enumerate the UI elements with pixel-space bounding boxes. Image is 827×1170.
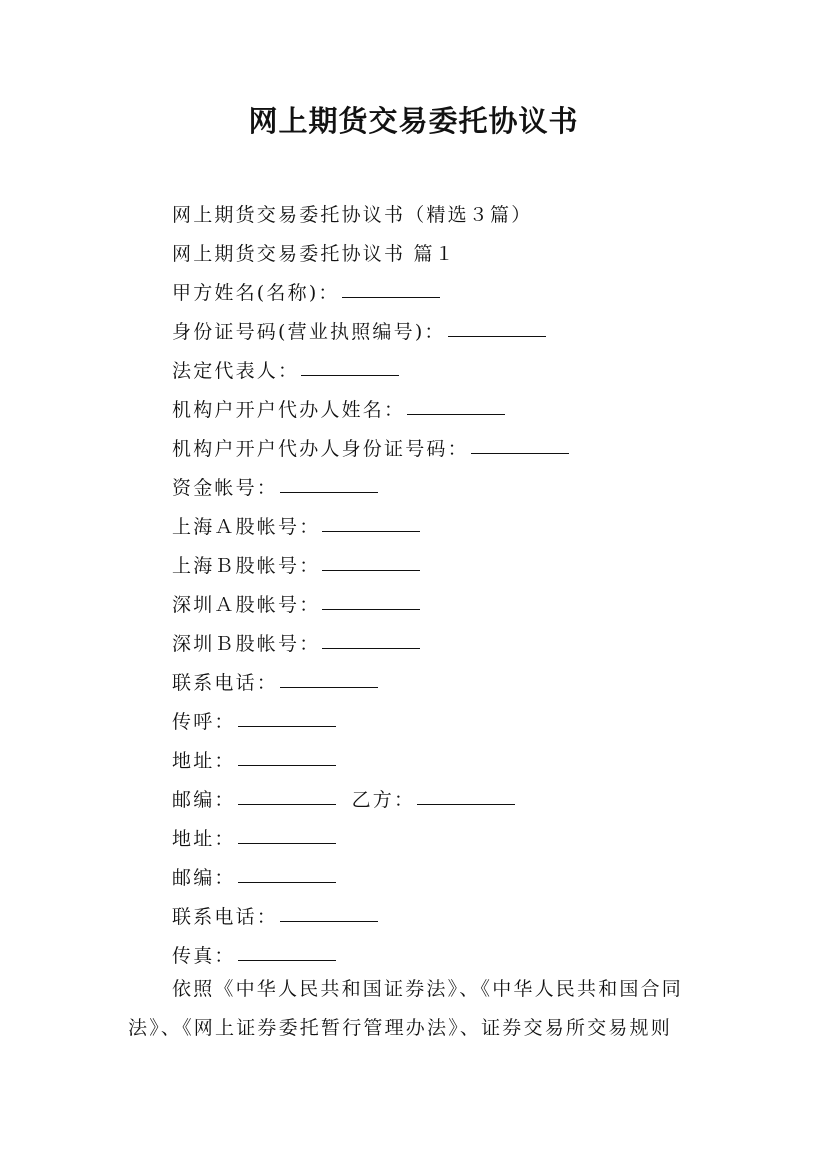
fill-blank	[301, 374, 399, 376]
fill-blank	[342, 296, 440, 298]
fill-blank	[280, 491, 378, 493]
field-label: 联系电话：	[172, 906, 279, 928]
field-label: 上海Ｂ股帐号：	[172, 555, 321, 577]
fill-blank	[280, 920, 378, 922]
fill-blank	[280, 686, 378, 688]
form-field-pager	[172, 703, 732, 742]
field-label: 法定代表人：	[172, 360, 300, 382]
fill-blank	[417, 803, 515, 805]
form-field-id-number	[172, 313, 732, 352]
field-label: 身份证号码(营业执照编号)：	[172, 321, 446, 343]
fill-blank	[238, 959, 336, 961]
form-field-party-a-name	[172, 274, 732, 313]
form-field-sh-b-account	[172, 547, 732, 586]
fill-blank	[322, 569, 420, 571]
form-field-address	[172, 742, 732, 781]
fill-blank	[238, 764, 336, 766]
form-field-agent-id	[172, 430, 732, 469]
document-subtitle: 网上期货交易委托协议书（精选３篇）	[172, 204, 533, 226]
field-label: 传呼：	[172, 711, 236, 733]
fill-blank	[322, 530, 420, 532]
field-label: 乙方：	[351, 789, 416, 811]
field-label: 传真：	[172, 945, 236, 967]
section-heading: 网上期货交易委托协议书 篇１	[172, 243, 456, 265]
paragraph-line: 依照《中华人民共和国证券法》、《中华人民共和国合同	[172, 978, 684, 1000]
form-field-agent-name	[172, 391, 732, 430]
field-label: 甲方姓名(名称)：	[172, 282, 340, 304]
field-label: 上海Ａ股帐号：	[172, 516, 321, 538]
form-field-b-phone	[172, 898, 732, 937]
field-label: 联系电话：	[172, 672, 279, 694]
form-field-sz-a-account	[172, 586, 732, 625]
fill-blank	[238, 881, 336, 883]
fill-blank	[448, 335, 546, 337]
paragraph-line: 法》、《网上证券委托暂行管理办法》、证券交易所交易规则	[128, 1017, 672, 1039]
form-field-legal-rep	[172, 352, 732, 391]
fill-blank	[238, 725, 336, 727]
fill-blank	[238, 842, 336, 844]
fill-blank	[238, 803, 336, 805]
form-field-phone	[172, 664, 732, 703]
field-label: 邮编：	[172, 789, 236, 811]
field-label: 地址：	[172, 750, 236, 772]
field-label: 深圳Ａ股帐号：	[172, 594, 321, 616]
form-field-sz-b-account	[172, 625, 732, 664]
form-field-b-postcode	[172, 859, 732, 898]
field-label: 机构户开户代办人姓名：	[172, 399, 406, 421]
form-field-postcode-party-b	[172, 781, 732, 820]
fill-blank	[407, 413, 505, 415]
field-label: 资金帐号：	[172, 477, 279, 499]
form-field-b-address	[172, 820, 732, 859]
field-label: 深圳Ｂ股帐号：	[172, 633, 321, 655]
fill-blank	[322, 608, 420, 610]
field-label: 机构户开户代办人身份证号码：	[172, 438, 469, 460]
fill-blank	[471, 452, 569, 454]
fill-blank	[322, 647, 420, 649]
form-field-sh-a-account	[172, 508, 732, 547]
field-label: 邮编：	[172, 867, 236, 889]
form-lines	[172, 196, 732, 976]
body-paragraph	[128, 970, 708, 1048]
document-title: 网上期货交易委托协议书	[248, 104, 579, 138]
field-label: 地址：	[172, 828, 236, 850]
form-field-fund-account	[172, 469, 732, 508]
